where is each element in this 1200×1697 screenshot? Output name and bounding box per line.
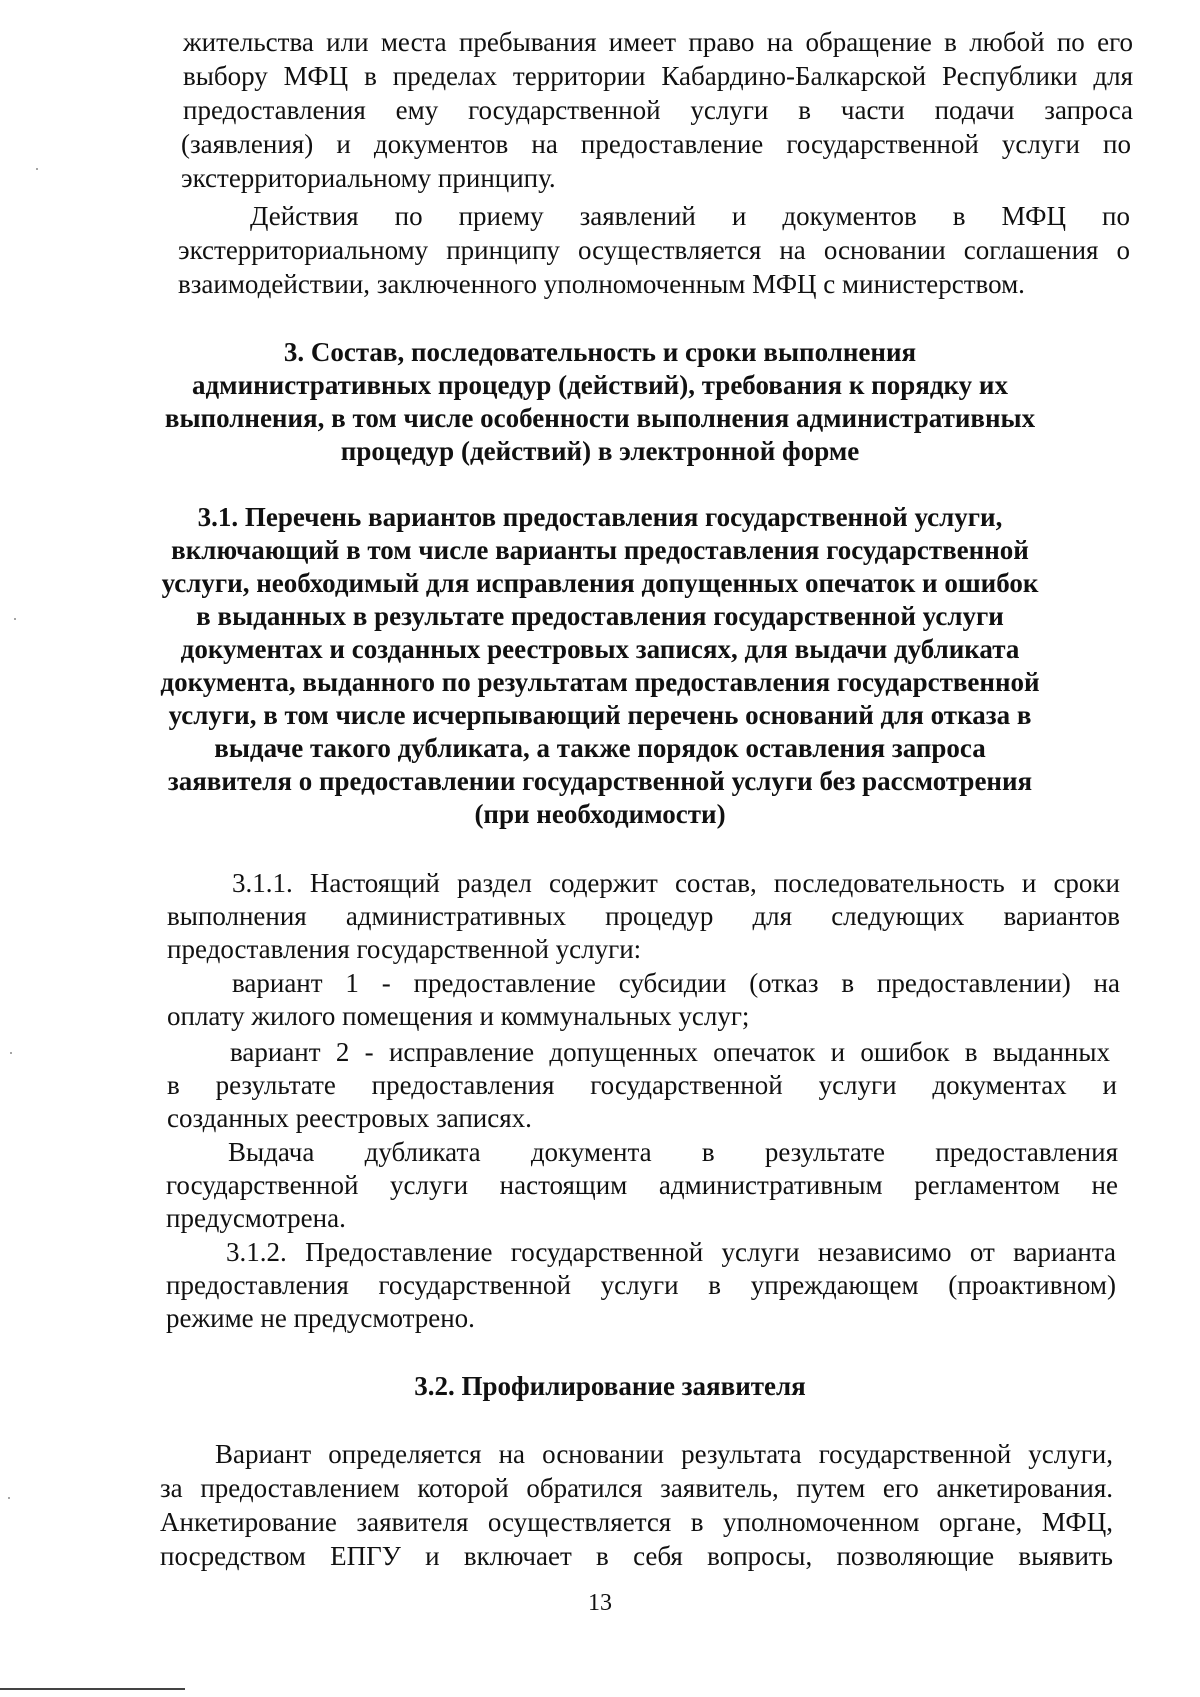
heading-line: включающий в том числе варианты предоставления государственной	[171, 535, 1029, 565]
heading-line: услуги, необходимый для исправления допущенных опечаток и ошибок	[161, 568, 1039, 598]
text-line: экстерриториальному принципу осуществляется на основании соглашения о	[178, 235, 1130, 265]
text-line: оплату жилого помещения и коммунальных услуг;	[167, 1001, 750, 1031]
heading-line: 3.1. Перечень вариантов предоставления государственной услуги,	[197, 502, 1003, 532]
heading-line: в выданных в результате предоставления государственной услуги	[196, 601, 1004, 631]
text-line: экстерриториальному принципу.	[181, 163, 556, 193]
heading-line: выдаче такого дубликата, а также порядок оставления запроса	[214, 733, 986, 763]
text-line: предоставления государственной услуги в упреждающем (проактивном)	[166, 1270, 1116, 1300]
text-line: Выдача дубликата документа в результате предоставления	[228, 1137, 1118, 1167]
scan-speck	[10, 1052, 12, 1054]
scan-speck	[36, 168, 38, 170]
text-line: вариант 2 - исправление допущенных опечаток и ошибок в выданных	[230, 1037, 1110, 1067]
text-line: (заявления) и документов на предоставление государственной услуги по	[181, 129, 1131, 159]
section-3-2-heading: 3.2. Профилирование заявителя	[414, 1371, 806, 1401]
text-line: Анкетирование заявителя осуществляется в уполномоченном органе, МФЦ,	[160, 1507, 1113, 1537]
heading-line: процедур (действий) в электронной форме	[340, 436, 860, 466]
text-line: посредством ЕПГУ и включает в себя вопросы, позволяющие выявить	[160, 1541, 1113, 1571]
heading-line: административных процедур (действий), требования к порядку их	[192, 370, 1008, 400]
heading-line: 3. Состав, последовательность и сроки выполнения	[283, 337, 917, 367]
text-line: выбору МФЦ в пределах территории Кабардино-Балкарской Республики для	[183, 61, 1133, 91]
heading-line: услуги, в том числе исчерпывающий перечень оснований для отказа в	[168, 700, 1032, 730]
text-line: режиме не предусмотрено.	[166, 1303, 475, 1333]
heading-line: выполнения, в том числе особенности выполнения административных	[164, 403, 1036, 433]
text-line: жительства или места пребывания имеет право на обращение в любой по его	[183, 27, 1133, 57]
text-line: созданных реестровых записях.	[167, 1103, 532, 1133]
text-line: вариант 1 - предоставление субсидии (отказ в предоставлении) на	[232, 968, 1120, 998]
text-line: выполнения административных процедур для следующих вариантов	[167, 901, 1120, 931]
text-line: Вариант определяется на основании результата государственной услуги,	[215, 1439, 1113, 1469]
heading-line: заявителя о предоставлении государственной услуги без рассмотрения	[167, 766, 1033, 796]
heading-line: документах и созданных реестровых записях, для выдачи дубликата	[180, 634, 1020, 664]
page-number: 13	[588, 1590, 612, 1616]
text-line: Действия по приему заявлений и документов в МФЦ по	[250, 201, 1130, 231]
heading-line: документа, выданного по результатам предоставления государственной	[160, 667, 1040, 697]
text-line: предоставления ему государственной услуги в части подачи запроса	[183, 95, 1133, 125]
text-line: 3.1.1. Настоящий раздел содержит состав, последовательность и сроки	[232, 868, 1120, 898]
scan-speck	[14, 618, 16, 620]
footer-rule	[0, 1688, 185, 1690]
text-line: взаимодействии, заключенного уполномоченным МФЦ с министерством.	[178, 269, 1025, 299]
text-line: за предоставлением которой обратился заявитель, путем его анкетирования.	[160, 1473, 1113, 1503]
text-line: предусмотрена.	[166, 1203, 346, 1233]
text-line: предоставления государственной услуги:	[167, 934, 642, 964]
text-line: 3.1.2. Предоставление государственной услуги независимо от варианта	[226, 1237, 1116, 1267]
heading-line: (при необходимости)	[474, 799, 726, 829]
scan-speck	[8, 1497, 10, 1499]
text-line: в результате предоставления государственной услуги документах и	[167, 1070, 1117, 1100]
text-line: государственной услуги настоящим административным регламентом не	[166, 1170, 1118, 1200]
